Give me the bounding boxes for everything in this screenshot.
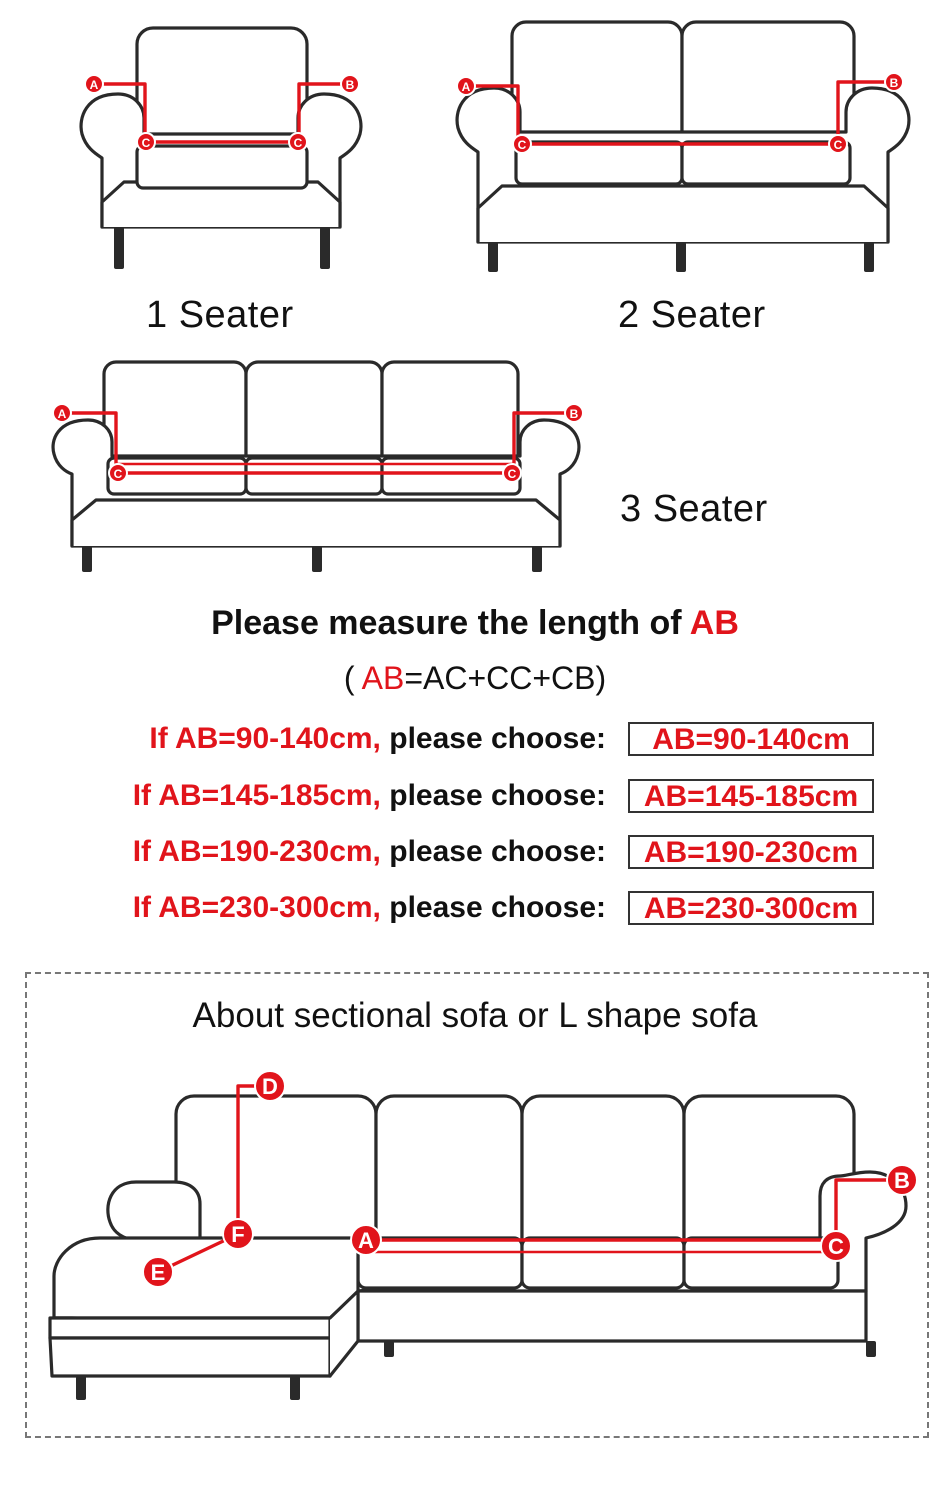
point-c-label: C: [517, 138, 527, 152]
size-choice-box: AB=90-140cm: [628, 722, 874, 756]
measure-formula: [0, 660, 950, 697]
size-action: please choose:: [380, 779, 606, 812]
point-d-label: D: [262, 1074, 278, 1099]
size-choice-box: AB=145-185cm: [628, 779, 874, 813]
size-condition: If AB=230-300cm,: [132, 891, 381, 924]
measure-instruction-highlight: AB: [689, 604, 739, 642]
point-a-label: A: [57, 407, 67, 421]
sectional-title: About sectional sofa or L shape sofa: [192, 996, 758, 1035]
measure-instruction: [0, 604, 950, 643]
formula-highlight: AB: [361, 660, 405, 696]
size-row: [0, 835, 606, 869]
size-condition: If AB=190-230cm,: [132, 835, 381, 868]
one-seater-diagram: [70, 22, 370, 272]
size-choice-box: AB=230-300cm: [628, 891, 874, 925]
point-a-label: A: [89, 78, 99, 92]
formula-open: (: [343, 660, 362, 696]
size-row: [0, 722, 606, 756]
point-e-label: E: [150, 1260, 166, 1285]
size-action: please choose:: [380, 835, 606, 868]
point-a-label: A: [358, 1228, 374, 1253]
formula-rest: =AC+CC+CB): [404, 660, 607, 696]
point-c-label: C: [293, 136, 303, 150]
point-c-label: C: [833, 138, 843, 152]
three-seater-diagram: [44, 356, 594, 576]
two-seater-diagram: [448, 18, 918, 274]
point-b-label: B: [569, 407, 579, 421]
size-choice-box: AB=190-230cm: [628, 835, 874, 869]
two-seater-label: 2 Seater: [618, 294, 766, 336]
three-seater-label: 3 Seater: [620, 488, 768, 530]
point-c-label: C: [141, 136, 151, 150]
one-seater-label: 1 Seater: [146, 294, 294, 336]
point-f-label: F: [231, 1222, 245, 1247]
point-a-label: A: [461, 80, 471, 94]
point-c-label: C: [113, 467, 123, 481]
point-c-label: C: [507, 467, 517, 481]
point-b-label: B: [894, 1168, 910, 1193]
size-condition: If AB=145-185cm,: [132, 779, 381, 812]
measure-instruction-text: Please measure the length of: [211, 604, 690, 642]
size-action: please choose:: [380, 891, 606, 924]
size-condition: If AB=90-140cm,: [149, 722, 381, 755]
size-row: [0, 891, 606, 925]
size-row: [0, 779, 606, 813]
point-b-label: B: [889, 76, 899, 90]
point-c-label: C: [828, 1234, 844, 1259]
sectional-sofa-diagram: [40, 1066, 920, 1411]
size-action: please choose:: [380, 722, 606, 755]
point-b-label: B: [345, 78, 355, 92]
